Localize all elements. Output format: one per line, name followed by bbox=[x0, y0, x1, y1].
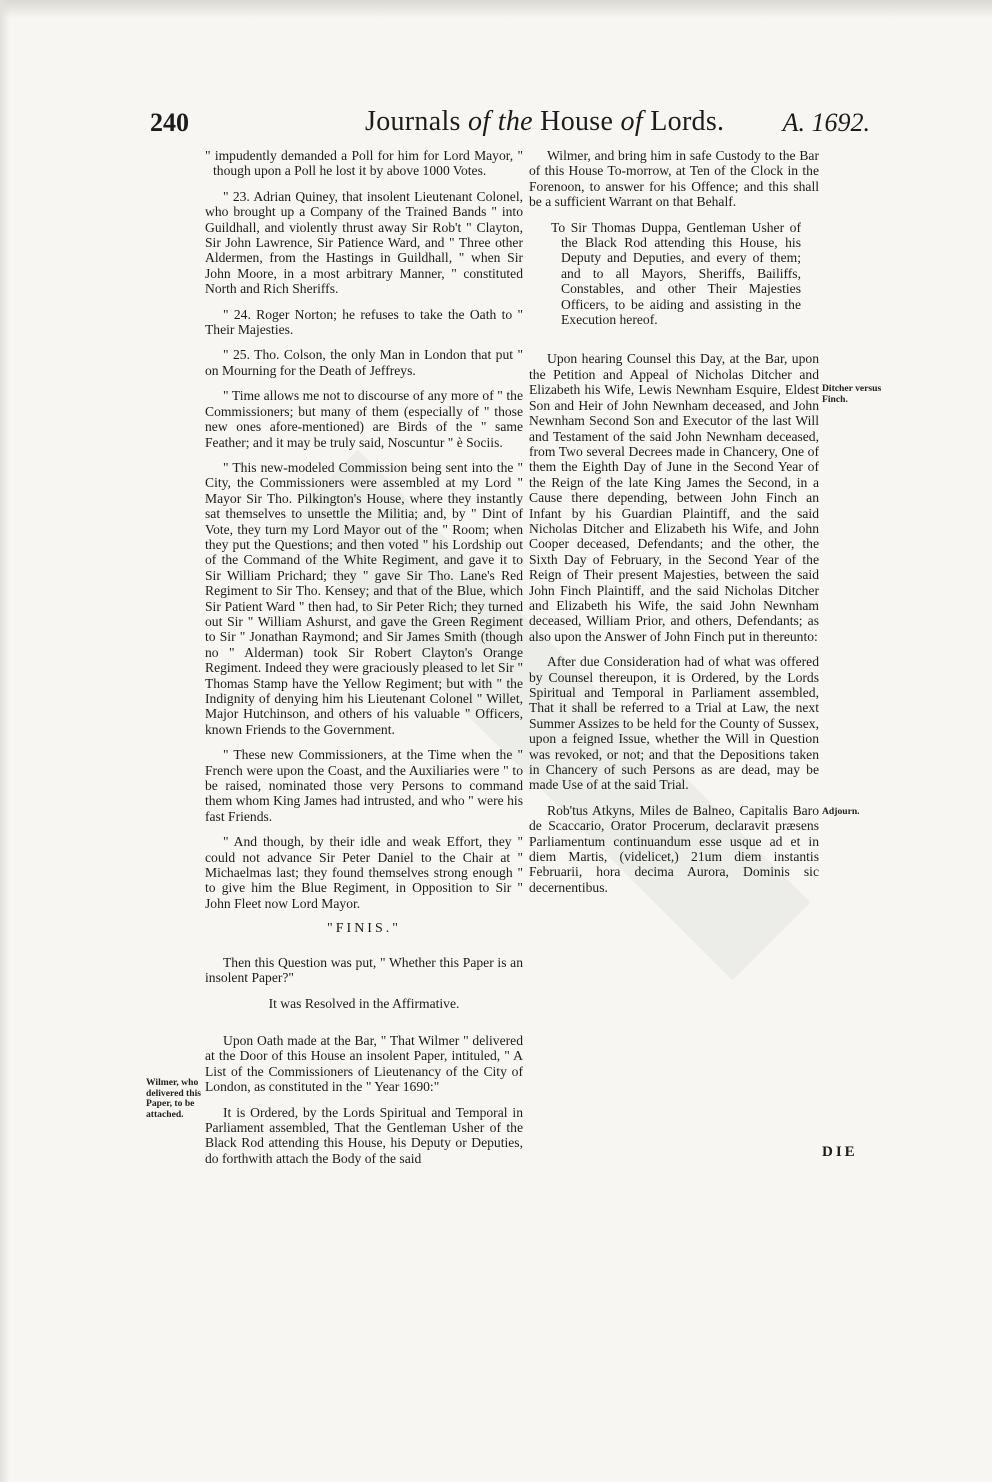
left-paragraph: " 23. Adrian Quiney, that insolent Lieutenant Colonel, who brought up a Company of the Trained Bands " into Guildhall, and violently thrust away Sir Rob't " Clayton, Sir John Lawrence, Sir Patience Ward, and " Three other Aldermen, from the Hastings in Guildhall, " when Sir John Moore, in a most arbitrary Manner, " constituted North and Rich Sheriffs. bbox=[205, 188, 523, 297]
page-left-shadow bbox=[0, 0, 10, 1482]
left-paragraph: " impudently demanded a Poll for him for Lord Mayor, " though upon a Poll he lost it by above 1000 Votes. bbox=[205, 148, 523, 179]
journal-title bbox=[365, 106, 724, 138]
left-column bbox=[205, 148, 523, 1176]
title-word-the: the bbox=[497, 106, 533, 137]
left-paragraph: " This new-modeled Commission being sent into the " City, the Commissioners were assembled at my Lord " Mayor Sir Tho. Pilkington's House, where they instantly sat themselves to unsettle the Militia; and, by " Dint of Vote, they turn my Lord Mayor out of the " Room; when they put the Questions; and then voted " his Lordship out of the Command of the White Regiment, and gave it to Sir William Prichard; they " gave Sir Tho. Lane's Red Regiment to Sir Tho. Kensey; and that of the Blue, which Sir Patient Ward " then had, to Sir Peter Rich; they turned out Sir " William Ashurst, and gave the Green Regiment to Sir " Jonathan Raymond; and Sir James Smith (though no " Alderman) took Sir Robert Clayton's Orange Regiment. Indeed they were graciously pleased to let Sir " Thomas Stamp have the Yellow Regiment; but with " the Indignity of denying him his Lieutenant Colonel " Willet, Major Hutchinson, and others of his valuable " Officers, known Friends to the Government. bbox=[205, 459, 523, 737]
adjournment: Rob'tus Atkyns, Miles de Balneo, Capitalis Baro de Scaccario, Orator Procerum, declaravit præsens Parliamentum continuandum esse usque ad et in diem Martis, (videlicet,) 21um diem instantis Februarii, hora decima Aurora, Dominis sic decernentibus. bbox=[529, 802, 819, 895]
order-paragraph: It is Ordered, by the Lords Spiritual and Temporal in Parliament assembled, That the Gentleman Usher of the Black Rod attending this House, his Deputy or Deputies, do forthwith attach the Body of the said bbox=[205, 1104, 523, 1166]
catchword: DIE bbox=[822, 1144, 858, 1160]
resolved: It was Resolved in the Affirmative. bbox=[268, 995, 460, 1011]
title-word-of-2: of bbox=[620, 106, 643, 137]
ditcher-appeal: Upon hearing Counsel this Day, at the Bar, upon the Petition and Appeal of Nicholas Ditcher and Elizabeth his Wife, Lewis Newnham Esquire, Eldest Son and Heir of John Newnham deceased, and John Newnham Second Son and Executor of the last Will and Testament of the said John Newnham deceased, from Two several Decrees made in Chancery, One of them the Eighth Day of June in the Second Year of the Reign of the late King James the Second, in a Cause there depending, between John Finch an Infant by his Guardian Plaintiff, and the said Nicholas Ditcher and Elizabeth his Wife, and John Cooper deceased, Defendants; and the other, the Sixth Day of February, in the Second Year of the Reign of Their present Majesties, between the said John Finch Plaintiff, and the said Nicholas Ditcher and Elizabeth his Wife, the said John Newnham deceased, William Prior, and others, Defendants; as also upon the Answer of John Finch put in thereunto: bbox=[529, 351, 819, 644]
ditcher-order: After due Consideration had of what was offered by Counsel thereupon, it is Ordered, by the Lords Spiritual and Temporal in Parliament assembled, That it shall be referred to a Trial at Law, the next Summer Assizes to be held for the County of Sussex, upon a feigned Issue, whether the Will in Question was revoked, or not; and that the Depositions taken in Chancery of such Persons as are dead, may be made Use of at the said Trial. bbox=[529, 654, 819, 793]
right-column bbox=[529, 148, 819, 905]
margin-note-ditcher: Ditcher versus Finch. bbox=[822, 383, 882, 405]
left-paragraph: " 25. Tho. Colson, the only Man in London that put " on Mourning for the Death of Jeffreys. bbox=[205, 347, 523, 378]
left-paragraph: " These new Commissioners, at the Time when the " French were upon the Coast, and the Auxiliaries were " to be raised, nominated those very Persons to command them whom King James had intrusted, and who " were his fast Friends. bbox=[205, 747, 523, 824]
question-put: Then this Question was put, " Whether this Paper is an insolent Paper?" bbox=[205, 954, 523, 986]
left-paragraph: " 24. Roger Norton; he refuses to take the Oath to " Their Majesties. bbox=[205, 306, 523, 338]
right-paragraph: Wilmer, and bring him in safe Custody to the Bar of this House To-morrow, at Ten of the Clock in the Forenoon, to answer for his Offence; and this shall be a sufficient Warrant on that Behalf. bbox=[529, 148, 819, 210]
left-paragraph: " Time allows me not to discourse of any more of " the Commissioners; but many of them (especially of " those new ones afore-mentioned) are Birds of the " same Feather; and it may be truly said, Noscuntur " è Sociis. bbox=[205, 388, 523, 450]
running-head bbox=[150, 104, 870, 144]
title-word-lords: Lords. bbox=[650, 106, 725, 137]
margin-note-adjourn: Adjourn. bbox=[822, 806, 860, 817]
margin-note-wilmer: Wilmer, who delivered this Paper, to be attached. bbox=[146, 1077, 201, 1120]
page-number: 240 bbox=[150, 108, 189, 137]
finis: "FINIS." bbox=[327, 921, 401, 937]
title-word-journals: Journals bbox=[365, 106, 461, 137]
title-word-house: House bbox=[540, 106, 614, 137]
title-word-of: of bbox=[468, 106, 491, 137]
year: A. 1692. bbox=[782, 108, 870, 137]
left-paragraph: " And though, by their idle and weak Effort, they " could not advance Sir Peter Daniel to the Chair at " Michaelmas last; they found themselves strong enough " to give him the Blue Regiment, in Opposition to Sir " John Fleet now Lord Mayor. bbox=[205, 834, 523, 911]
warrant-address: To Sir Thomas Duppa, Gentleman Usher of the Black Rod attending this House, his Deputy and Deputies, and every of them; and to all Mayors, Sheriffs, Bailiffs, Constables, and other Their Majesties Officers, to be aiding and assisting in the Execution hereof. bbox=[551, 219, 801, 328]
page-top-shadow bbox=[0, 0, 992, 18]
oath-paragraph: Upon Oath made at the Bar, " That Wilmer " delivered at the Door of this House an insolent Paper, intituled, " A List of the Commissioners of Lieutenancy of the City of London, as constituted in the " Year 1690:" bbox=[205, 1032, 523, 1095]
